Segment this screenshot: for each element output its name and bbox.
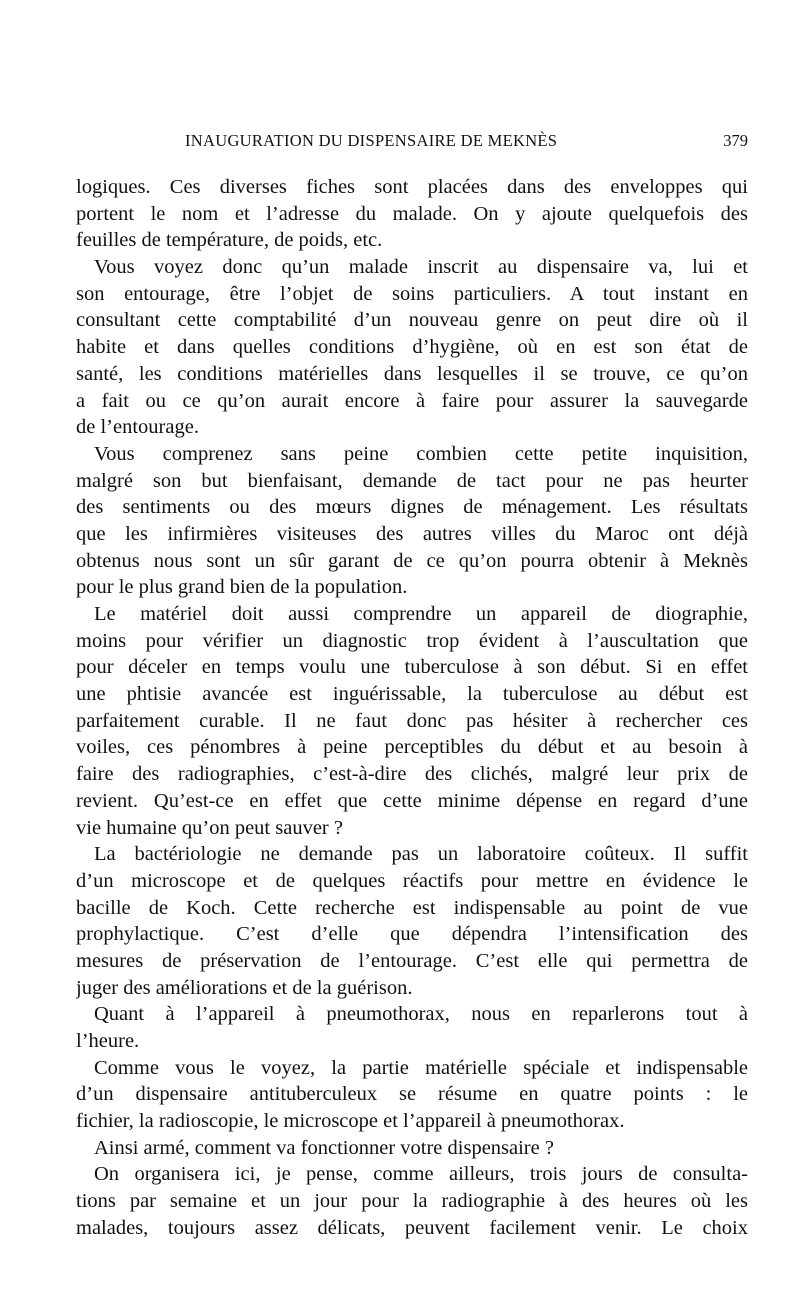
text-line: des sentiments ou des mœurs dignes de ménagement. Les résultats [76,496,748,519]
text-line: bacille de Koch. Cette recherche est indispensable au point de vue [76,896,748,919]
text-line: une phtisie avancée est inguérissable, la tuberculose au début est [76,683,748,706]
text-line: faire des radiographies, c’est-à-dire des clichés, malgré leur prix de [76,763,748,786]
text-line: obtenus nous sont un sûr garant de ce qu’on pourra obtenir à Meknès [76,549,748,572]
text-line: de l’entourage. [76,416,199,439]
text-line: Vous comprenez sans peine combien cette petite inquisition, [94,442,748,465]
text-line: malgré son but bienfaisant, demande de tact pour ne pas heurter [76,469,748,492]
text-line: On organisera ici, je pense, comme ailleurs, trois jours de consulta- [94,1163,748,1186]
text-line: moins pour vérifier un diagnostic trop évident à l’auscultation que [76,629,748,652]
text-line: tions par semaine et un jour pour la radiographie à des heures où les [76,1190,748,1213]
text-line: d’un dispensaire antituberculeux se résume en quatre points : le [76,1083,748,1106]
text-line: l’heure. [76,1030,140,1052]
text-line: Vous voyez donc qu’un malade inscrit au dispensaire va, lui et [94,256,748,279]
text-line: vie humaine qu’on peut sauver ? [76,816,343,839]
text-line: a fait ou ce qu’on aurait encore à faire pour assurer la sauvegarde [76,389,748,412]
page-number: 379 [723,131,748,150]
text-line: mesures de préservation de l’entourage. C’est elle qui permettra de [76,949,748,972]
text-line: fichier, la radioscopie, le microscope et l’appareil à pneumothorax. [76,1110,625,1133]
text-line: La bactériologie ne demande pas un laboratoire coûteux. Il suffit [94,843,748,866]
text-line: Ainsi armé, comment va fonctionner votre dispensaire ? [94,1136,554,1159]
text-line: feuilles de température, de poids, etc. [76,229,383,252]
text-line: revient. Qu’est-ce en effet que cette minime dépense en regard d’une [76,789,748,812]
text-line: juger des améliorations et de la guérison. [76,976,413,999]
text-line: d’un microscope et de quelques réactifs pour mettre en évidence le [76,869,748,892]
text-line: santé, les conditions matérielles dans lesquelles il se trouve, ce qu’on [76,362,748,385]
text-line: parfaitement curable. Il ne faut donc pas hésiter à rechercher ces [76,709,748,732]
text-line: Quant à l’appareil à pneumothorax, nous en reparlerons tout à [94,1003,748,1026]
text-line: habite et dans quelles conditions d’hygiène, où en est son état de [76,336,748,359]
text-line: voiles, ces pénombres à peine perceptibles du début et au besoin à [76,736,748,759]
text-line: Le matériel doit aussi comprendre un appareil de diographie, [94,603,748,625]
page-header [76,131,748,155]
text-line: pour déceler en temps voulu une tuberculose à son début. Si en effet [76,656,748,679]
text-line: consultant cette comptabilité d’un nouveau genre on peut dire où il [76,309,748,332]
text-line: malades, toujours assez délicats, peuvent facilement venir. Le choix [76,1216,748,1239]
text-line: portent le nom et l’adresse du malade. On y ajoute quelquefois des [76,202,748,225]
text-line: logiques. Ces diverses fiches sont placées dans des enveloppes qui [76,176,748,198]
text-line: son entourage, être l’objet de soins particuliers. A tout instant en [76,282,748,305]
body-text [76,174,748,1242]
text-line: pour le plus grand bien de la population. [76,576,408,599]
text-line: prophylactique. C’est d’elle que dépendra l’intensification des [76,923,748,946]
text-line: Comme vous le voyez, la partie matérielle spéciale et indispensable [94,1056,748,1079]
text-line: que les infirmières visiteuses des autres villes du Maroc ont déjà [76,522,748,545]
running-title: INAUGURATION DU DISPENSAIRE DE MEKNÈS [185,131,558,150]
